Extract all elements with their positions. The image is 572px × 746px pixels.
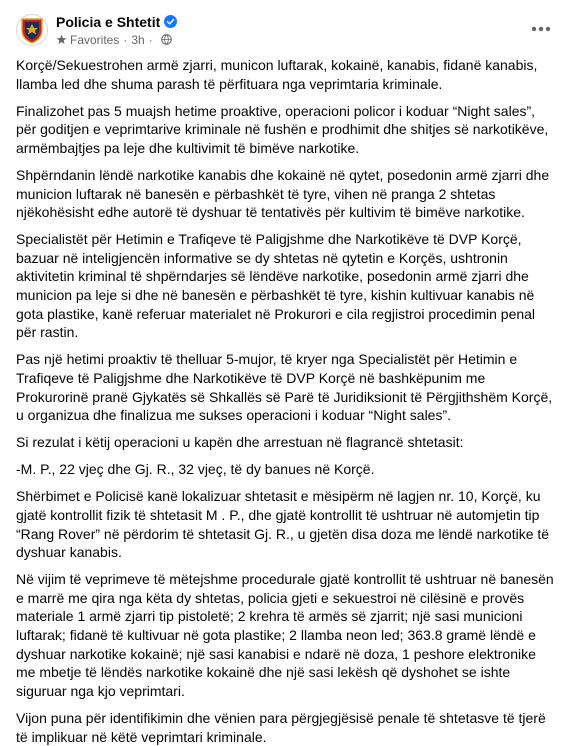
post-paragraph: Vijon puna për identifikimin dhe vënien para përgjegjësisë penale të shtetasve të tjerë të implikuar në këtë veprimtari kriminale. [16,709,546,745]
post-paragraph: Shpërndanin lëndë narkotike kanabis dhe kokainë në qytet, posedonin armë zjarri dhe municion luftarak në banesën e përbashkët të tyre, vihen në pranga 2 shtetas njëkohësisht edhe autorë të dyshuar të tentativës për kultivim të bimëve narkotike. [16,166,550,221]
audience-label[interactable]: Favorites [70,32,120,47]
post-paragraph: Pas një hetimi proaktiv të thelluar 5-mujor, të kryer nga Specialistët për Hetimin e Trafiqeve të Paligjshme dhe Narkotikëve të DVP Korçë në bashkëpunim me Prokurorinë pranë Gjykatës së Shkallës së Parë të Juridiksionit të Përgjithshëm Korçë, u organizua dhe finalizua me sukses operacioni i koduar “Night sales”. [16,351,553,424]
page-name-row [56,13,177,31]
post-content [16,56,556,746]
globe-icon[interactable] [161,34,172,45]
post-paragraph: Në vijim të veprimeve të mëtejshme procedurale gjatë kontrollit të ushtruar në banesën e marrë me qira nga këta dy shtetas, policia gjeti e sekuestroi në cilësinë e provës materiale 1 armë zjarri tip pistoletë; 2 krehra të armës së zjarrit; një sasi municioni luftarak; fidanë të kultivuar në gota plastike; 2 llamba neon led; 363.8 gramë lëndë e dyshuar narkotike kokainë; një sasi kanabisi e ndarë në doza, 1 peshore elektronike me mbetje të lëndës narkotike kokainë dhe një sasi lekësh që dyshohet se ishte siguruar nga kjo veprimtari. [16,571,554,699]
verified-badge-icon [164,15,177,28]
post-subline [56,32,177,48]
post-paragraph: Korçë/Sekuestrohen armë zjarri, municon luftarak, kokainë, kanabis, fidanë kanabis, llamba led dhe shuma parash të përfituara nga veprimtaria kriminale. [16,57,538,92]
post-paragraph: Specialistët për Hetimin e Trafiqeve të Paligjshme dhe Narkotikëve të DVP Korçë, bazuar në inteligjencën informative se dy shtetas në qytetin e Korçës, ushtronin aktivitetin kriminal të shpërndarjes së lëndëve narkotike, posedonin armë zjarri dhe municion pa leje si dhe në banesën e përbashkët të tyre, kishin kultivuar kanabis në gota plastike, kanë referuar materialet në Prokurori e cila regjistroi procedimin penal për rastin. [16,231,536,341]
star-icon [56,34,67,45]
post-paragraph: Finalizohet pas 5 muajsh hetime proaktive, operacioni policor i koduar “Night sales”, për goditjen e veprimtarive kriminale në fushën e prodhimit dhe shitjes së narkotikëve, armëmbajtjes pa leje dhe kultivimit të bimëve narkotike. [16,102,549,156]
post-timestamp[interactable]: 3h [131,32,145,47]
more-options-icon [531,26,551,32]
post-paragraph: -M. P., 22 vjeç dhe Gj. R., 32 vjeç, të dy banues në Korçë. [16,461,375,478]
post-paragraph: Si rezulat i këtij operacioni u kapën dhe arrestuan në flagrancë shtetasit: [16,434,464,451]
separator-dot: · [123,32,128,47]
separator-dot: · [148,32,153,47]
page-name[interactable]: Policia e Shtetit [56,13,161,30]
post-paragraph: Shërbimet e Policisë kanë lokalizuar shtetasit e mësipërm në lagjen nr. 10, Korçë, ku gjatë kontrollit fizik të shtetasit M . P., dhe gjatë kontrollit të ushtruar në automjetin tip “Rang Rover” në përdorim të shtetasit Gj. R., u gjetën disa doza me lëndë narkotike të dyshuar kanabis. [16,488,550,561]
post-meta [56,13,177,48]
more-options-button[interactable] [526,14,556,44]
post-header [16,10,556,50]
page-avatar[interactable] [16,14,48,46]
police-emblem-icon [19,16,45,44]
